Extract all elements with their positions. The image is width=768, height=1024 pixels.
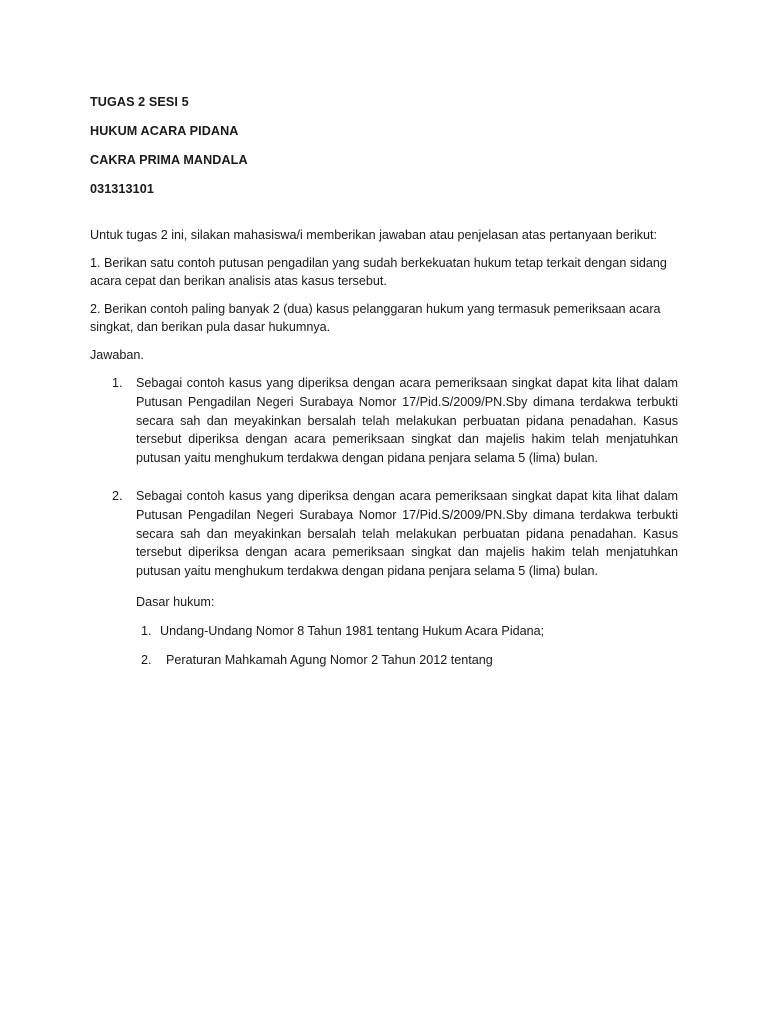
document-body — [90, 93, 678, 680]
answers-label: Jawaban. — [90, 348, 144, 362]
answer-text: Sebagai contoh kasus yang diperiksa dengan acara pemeriksaan singkat dapat kita lihat dalam Putusan Pengadilan Negeri Surabaya Nomor 17/Pid.S/2009/PN.Sby dimana terdakwa terbukti secara sah dan meyakinkan bersalah telah melakukan perbuatan pidana penadahan. Kasus tersebut diperiksa dengan acara pemeriksaan singkat dan majelis hakim telah menjatuhkan putusan yaitu menghukum terdakwa dengan pidana penjara selama 5 (lima) bulan. — [136, 488, 678, 579]
student-name: CAKRA PRIMA MANDALA — [90, 153, 248, 167]
question-1: 1. Berikan satu contoh putusan pengadilan yang sudah berkekuatan hukum tetap terkait dengan sidang acara cepat dan berikan analisis atas kasus tersebut. — [90, 256, 667, 288]
answer-item — [90, 374, 678, 468]
answer-number: 2. — [112, 488, 123, 503]
legal-basis-number: 2. — [141, 652, 152, 667]
legal-basis-title: Dasar hukum: — [136, 594, 215, 609]
course-name: HUKUM ACARA PIDANA — [90, 124, 239, 138]
answer-item — [90, 487, 678, 581]
legal-basis-item — [136, 651, 678, 669]
legal-basis-list — [136, 622, 678, 669]
instructions-intro: Untuk tugas 2 ini, silakan mahasiswa/i memberikan jawaban atau penjelasan atas pertanyaan berikut: — [90, 228, 658, 242]
assignment-title: TUGAS 2 SESI 5 — [90, 95, 189, 109]
answer-number: 1. — [112, 376, 123, 390]
student-id: 031313101 — [90, 182, 154, 196]
answer-list — [90, 374, 678, 581]
legal-basis-text: Peraturan Mahkamah Agung Nomor 2 Tahun 2012 tentang — [166, 652, 493, 667]
legal-basis-item — [136, 622, 678, 640]
question-2: 2. Berikan contoh paling banyak 2 (dua) kasus pelanggaran hukum yang termasuk pemeriksaan acara singkat, dan berikan pula dasar hukumnya. — [90, 302, 661, 334]
legal-basis — [90, 593, 678, 669]
answer-text: Sebagai contoh kasus yang diperiksa dengan acara pemeriksaan singkat dapat kita lihat dalam Putusan Pengadilan Negeri Surabaya Nomor 17/Pid.S/2009/PN.Sby dimana terdakwa terbukti secara sah dan meyakinkan bersalah telah melakukan perbuatan pidana penadahan. Kasus tersebut diperiksa dengan acara pemeriksaan singkat dan majelis hakim telah menjatuhkan putusan yaitu menghukum terdakwa dengan pidana penjara selama 5 (lima) bulan. — [136, 376, 678, 466]
legal-basis-number: 1. — [141, 623, 152, 638]
legal-basis-text: Undang-Undang Nomor 8 Tahun 1981 tentang Hukum Acara Pidana; — [160, 623, 545, 638]
